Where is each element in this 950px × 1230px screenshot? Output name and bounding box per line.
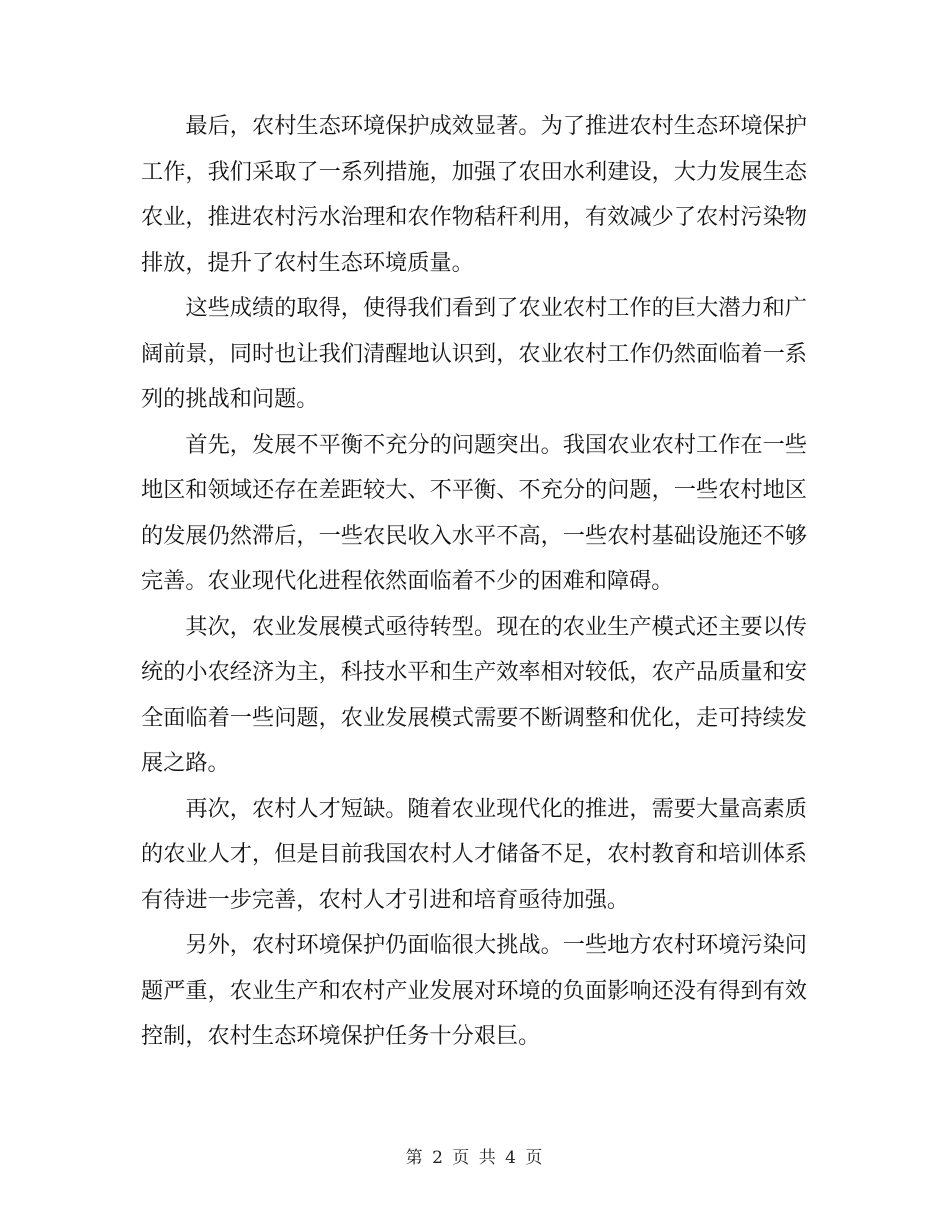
paragraph-achievements: 这些成绩的取得，使得我们看到了农业农村工作的巨大潜力和广阔前景，同时也让我们清醒地认识到，农业农村工作仍然面临着一系列的挑战和问题。 bbox=[141, 295, 807, 412]
document-body bbox=[141, 104, 807, 1060]
paragraph-environment-challenge: 另外，农村环境保护仍面临很大挑战。一些地方农村环境污染问题严重，农业生产和农村产业发展对环境的负面影响还没有得到有效控制，农村生态环境保护任务十分艰巨。 bbox=[141, 932, 807, 1049]
page-number-footer: 第 2 页 共 4 页 bbox=[405, 1148, 545, 1168]
paragraph-development-model: 其次，农业发展模式亟待转型。现在的农业生产模式还主要以传统的小农经济为主，科技水平和生产效率相对较低，农产品质量和安全面临着一些问题，农业发展模式需要不断调整和优化，走可持续发展之路。 bbox=[141, 613, 807, 776]
paragraph-ecology: 最后，农村生态环境保护成效显著。为了推进农村生态环境保护工作，我们采取了一系列措施，加强了农田水利建设，大力发展生态农业，推进农村污水治理和农作物秸秆利用，有效减少了农村污染物排放，提升了农村生态环境质量。 bbox=[141, 113, 807, 276]
paragraph-imbalance: 首先，发展不平衡不充分的问题突出。我国农业农村工作在一些地区和领域还存在差距较大、不平衡、不充分的问题，一些农村地区的发展仍然滞后，一些农民收入水平不高，一些农村基础设施还不够完善。农业现代化进程依然面临着不少的困难和障碍。 bbox=[141, 431, 807, 594]
paragraph-talent-shortage: 再次，农村人才短缺。随着农业现代化的推进，需要大量高素质的农业人才，但是目前我国农村人才储备不足，农村教育和培训体系有待进一步完善，农村人才引进和培育亟待加强。 bbox=[141, 795, 807, 913]
